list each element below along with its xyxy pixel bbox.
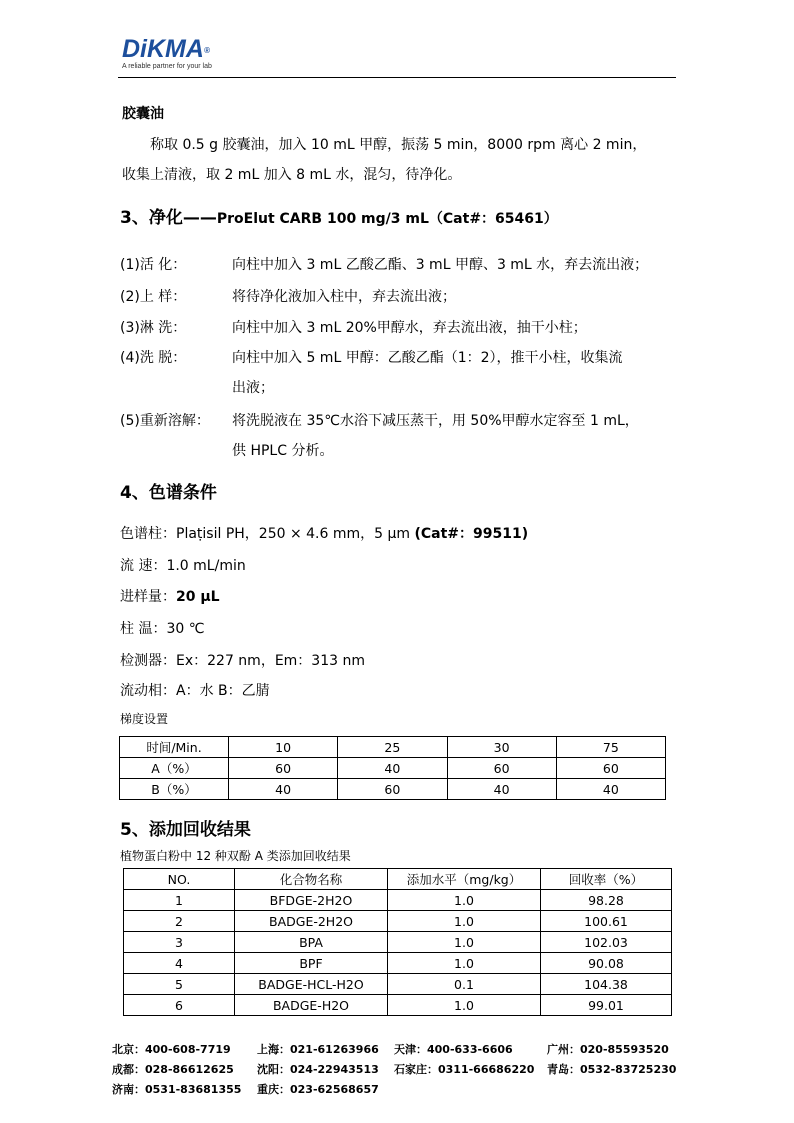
table-cell: 1.0 [388, 953, 541, 974]
injection-value: 20 μL [176, 589, 220, 605]
temperature-line [120, 619, 204, 639]
table-cell: BPA [235, 932, 388, 953]
table-cell: 1.0 [388, 890, 541, 911]
table-cell: 40 [338, 758, 447, 779]
table-cell: 98.28 [541, 890, 672, 911]
mobile-phase-label: 流动相： [120, 683, 176, 699]
footer-contact-shenyang: 沈阳：024-22943513 [257, 1063, 379, 1076]
step-5 [120, 411, 639, 431]
footer-contact-jinan: 济南：0531-83681355 [112, 1083, 242, 1096]
table-header-cell: 化合物名称 [235, 869, 388, 890]
sample-para-line1: 称取 0.5 g 胶囊油，加入 10 mL 甲醇，振荡 5 min，8000 rpm 离心 2 min， [150, 137, 647, 153]
recovery-table-title: 植物蛋白粉中 12 种双酚 A 类添加回收结果 [120, 849, 351, 863]
step-label: (3)淋 洗： [120, 320, 187, 336]
column-cat: (Cat#：99511) [414, 526, 529, 542]
step-text: 向柱中加入 5 mL 甲醇：乙酸乙酯（1：2），推干小柱，收集流 [232, 350, 623, 366]
table-cell: 1.0 [388, 995, 541, 1016]
logo-text: DiKMA [122, 35, 204, 63]
sample-para-line2: 收集上清液，取 2 mL 加入 8 mL 水，混匀，待净化。 [122, 167, 462, 183]
detector-label: 检测器： [120, 653, 176, 669]
flow-value: 1.0 mL/min [166, 558, 246, 574]
registered-mark: ® [203, 46, 210, 55]
table-cell: 90.08 [541, 953, 672, 974]
cleanup-heading-rest: ProElut CARB 100 mg/3 mL（Cat#：65461） [216, 211, 558, 227]
table-cell: 60 [338, 779, 447, 800]
injection-label: 进样量： [120, 589, 176, 605]
mobile-phase-value: A：水 B：乙腈 [176, 683, 270, 699]
recovery-table [123, 868, 672, 1016]
table-header-cell: 添加水平（mg/kg） [388, 869, 541, 890]
table-row [120, 779, 666, 800]
table-row [124, 932, 672, 953]
table-header-row [124, 869, 672, 890]
table-cell: 5 [124, 974, 235, 995]
detector-line [120, 651, 365, 671]
table-cell: 75 [556, 737, 665, 758]
step-3 [120, 318, 587, 338]
table-cell: 60 [229, 758, 338, 779]
table-row [124, 995, 672, 1016]
table-cell: 99.01 [541, 995, 672, 1016]
footer-contact-tianjin: 天津：400-633-6606 [394, 1043, 513, 1056]
table-cell: 4 [124, 953, 235, 974]
footer-contact-chongqing: 重庆：023-62568657 [257, 1083, 379, 1096]
footer-contact-chengdu: 成都：028-86612625 [112, 1063, 234, 1076]
step-text: 将待净化液加入柱中，弃去流出液； [232, 289, 456, 305]
mobile-phase-line [120, 681, 270, 701]
footer-contact-shijiazhuang: 石家庄：0311-66686220 [394, 1063, 535, 1076]
step-label: (2)上 样： [120, 289, 187, 305]
detector-value: Ex：227 nm，Em：313 nm [176, 653, 365, 669]
step-4-cont: 出液； [232, 380, 274, 396]
gradient-table [119, 736, 666, 800]
table-cell: 1 [124, 890, 235, 911]
header-divider [118, 77, 676, 78]
step-label: (4)洗 脱： [120, 350, 187, 366]
table-cell: 60 [447, 758, 556, 779]
table-cell: 40 [229, 779, 338, 800]
table-row [120, 737, 666, 758]
table-cell: 6 [124, 995, 235, 1016]
column-label: 色谱柱： [120, 526, 176, 542]
table-cell: 时间/Min. [120, 737, 229, 758]
table-cell: 40 [556, 779, 665, 800]
step-text: 向柱中加入 3 mL 20%甲醇水，弃去流出液，抽干小柱； [232, 320, 587, 336]
table-cell: 3 [124, 932, 235, 953]
step-5-cont: 供 HPLC 分析。 [232, 443, 334, 459]
table-cell: 2 [124, 911, 235, 932]
logo-tagline: A reliable partner for your lab [122, 63, 212, 70]
table-row [124, 953, 672, 974]
step-text: 向柱中加入 3 mL 乙酸乙酯、3 mL 甲醇、3 mL 水，弃去流出液； [232, 257, 649, 273]
table-cell: 0.1 [388, 974, 541, 995]
cleanup-heading [120, 203, 558, 228]
temperature-label: 柱 温： [120, 621, 167, 637]
table-header-cell: 回收率（%） [541, 869, 672, 890]
table-row [124, 974, 672, 995]
table-cell: 25 [338, 737, 447, 758]
column-line [120, 524, 528, 544]
footer-contact-guangzhou: 广州：020-85593520 [547, 1043, 669, 1056]
table-cell: 40 [447, 779, 556, 800]
chromatography-heading: 4、色谱条件 [120, 483, 217, 503]
table-cell: B（%） [120, 779, 229, 800]
column-value: Plaṭisil PH，250 × 4.6 mm，5 μm [176, 526, 415, 542]
table-cell: BPF [235, 953, 388, 974]
table-cell: 10 [229, 737, 338, 758]
step-1 [120, 255, 648, 275]
footer-contact-qingdao: 青岛：0532-83725230 [547, 1063, 677, 1076]
step-label: (5)重新溶解： [120, 413, 210, 429]
table-cell: BADGE-HCL-H2O [235, 974, 388, 995]
footer-contact-beijing: 北京：400-608-7719 [112, 1043, 231, 1056]
footer-contact-shanghai: 上海：021-61263966 [257, 1043, 379, 1056]
table-cell: 102.03 [541, 932, 672, 953]
table-cell: BFDGE-2H2O [235, 890, 388, 911]
temperature-value: 30 ℃ [166, 621, 205, 637]
table-row [124, 890, 672, 911]
flow-line [120, 556, 246, 576]
step-2 [120, 287, 456, 307]
table-cell: 104.38 [541, 974, 672, 995]
table-cell: A（%） [120, 758, 229, 779]
step-label: (1)活 化： [120, 257, 187, 273]
injection-line [120, 587, 220, 607]
table-cell: BADGE-H2O [235, 995, 388, 1016]
table-row [124, 911, 672, 932]
table-cell: 100.61 [541, 911, 672, 932]
step-4 [120, 348, 623, 368]
company-logo [122, 36, 242, 76]
table-cell: 1.0 [388, 932, 541, 953]
table-row [120, 758, 666, 779]
table-cell: 30 [447, 737, 556, 758]
step-text: 将洗脱液在 35℃水浴下减压蒸干，用 50%甲醇水定容至 1 mL， [232, 413, 639, 429]
table-header-cell: NO. [124, 869, 235, 890]
gradient-title: 梯度设置 [120, 712, 169, 726]
recovery-heading: 5、添加回收结果 [120, 820, 251, 840]
table-cell: 1.0 [388, 911, 541, 932]
cleanup-heading-num: 3、净化—— [120, 208, 217, 228]
sample-title: 胶囊油 [122, 106, 164, 122]
flow-label: 流 速： [120, 558, 167, 574]
table-cell: 60 [556, 758, 665, 779]
table-cell: BADGE-2H2O [235, 911, 388, 932]
